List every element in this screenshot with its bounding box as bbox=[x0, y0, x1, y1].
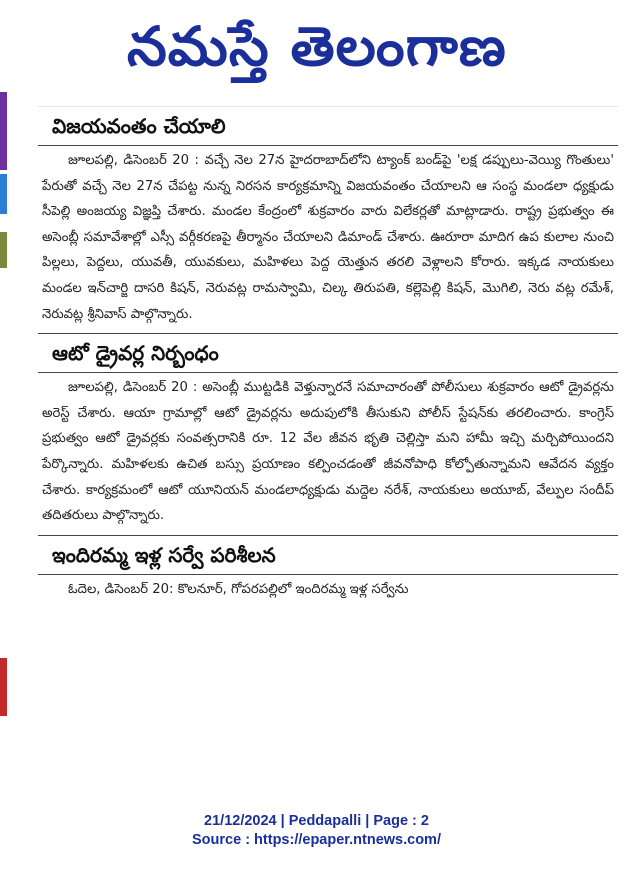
article-headline: ఇందిరమ్మ ఇళ్ల సర్వే పరిశీలన bbox=[52, 542, 276, 567]
headline-rule bbox=[38, 574, 618, 575]
article-section bbox=[38, 340, 618, 529]
headline-rule bbox=[38, 372, 618, 373]
edge-color-mark bbox=[0, 92, 7, 170]
article-body: ఓదెల, డిసెంబర్ 20: కొలనూర్, గోపరపల్లిలో ఇందిరమ్మ ఇళ్ల సర్వేను bbox=[68, 581, 409, 597]
edge-color-mark bbox=[0, 658, 7, 716]
page-footer bbox=[0, 812, 633, 850]
article-body: జూలపల్లి, డిసెంబర్ 20 : అసెంబ్లీ ముట్టడికి వెళ్తున్నారనే సమాచారంతో పోలీసులు శుక్రవారం ఆటో డ్రైవర్లను అరెస్ట్ చేశారు. ఆయా గ్రామాల్లో ఆటో డ్రైవర్లను అదుపులోకి తీసుకుని పోలీస్ స్టేషన్‌కు తరలించారు. కాంగ్రెస్ ప్రభుత్వం ఆటో డ్రైవర్లకు సంవత్సరానికి రూ. 12 వేల జీవన భృతి చెల్లిస్తా మని హామీ ఇచ్చి మర్చిపోయిందని పేర్కొన్నారు. మహిళలకు ఉచిత బస్సు ప్రయాణం కల్పించడంతో జీవనోపాధి కోల్పోతున్నామని ఆవేదన వ్యక్తం చేశారు. కార్యక్రమంలో ఆటో యూనియన్ మండలాధ్యక్షుడు మద్దెల నరేశ్, నాయకులు అయూబ్, వేల్పుల సందీప్ తదితరులు పాల్గొన్నారు. bbox=[42, 380, 614, 524]
clipping-top-edge bbox=[38, 92, 618, 107]
article-body: జూలపల్లి, డిసెంబర్ 20 : వచ్చే నెల 27న హైదరాబాద్‌లోని ట్యాంక్ బండ్‌పై 'లక్ష డప్పులు-వెయ్యి గొంతులు' పేరుతో వచ్చే నెల 27న చేపట్ట నున్న నిరసన కార్యక్రమాన్ని విజయవంతం చేయాలని ఆ సంస్థ మండలా ధ్యక్షుడు సీపెల్లి అంజయ్య విజ్ఞప్తి చేశారు. మండల కేంద్రంలో శుక్రవారం వారు విలేకర్లతో మాట్లాడారు. రాష్ట్ర ప్రభుత్వం ఈ అసెంబ్లీ సమావేశాల్లో ఎస్సీ వర్గీకరణపై తీర్మానం చేయాలని డిమాండ్ చేశారు. ఊరూరా మాదిగ ఉప కులాల నుంచి పిల్లలు, పెద్దలు, యువతీ, యువకులు, మహిళలు పెద్ద యెత్తున తరలి వెళ్లాలని కోరారు. ఇక్కడ నాయకులు మండల ఇన్‌చార్జి దాసరి కిషన్, నెరువట్ల రామస్వామి, చిల్క తిరుపతి, కల్లెపెల్లి కిషన్, మొగిలి, నెరు వట్ల రమేశ్, నెరువట్ల శ్రీనివాస్ పాల్గొన్నారు. bbox=[42, 153, 614, 322]
masthead bbox=[0, 0, 633, 92]
article-headline: ఆటో డ్రైవర్ల నిర్బంధం bbox=[52, 341, 219, 366]
newspaper-logo-title: నమస్తే తెలంగాణ bbox=[126, 14, 507, 78]
edge-color-mark bbox=[0, 174, 7, 214]
page-edge-strip bbox=[0, 92, 14, 808]
headline-rule bbox=[38, 145, 618, 146]
source-link[interactable]: Source : https://epaper.ntnews.com/ bbox=[192, 832, 441, 848]
section-divider bbox=[38, 333, 618, 334]
edge-color-mark bbox=[0, 232, 7, 268]
section-divider bbox=[38, 535, 618, 536]
edition-info: 21/12/2024 | Peddapalli | Page : 2 bbox=[204, 813, 429, 829]
article-section bbox=[38, 542, 618, 603]
article-headline: విజయవంతం చేయాలి bbox=[52, 114, 226, 138]
article-section bbox=[38, 113, 618, 327]
article-clipping bbox=[38, 92, 618, 808]
